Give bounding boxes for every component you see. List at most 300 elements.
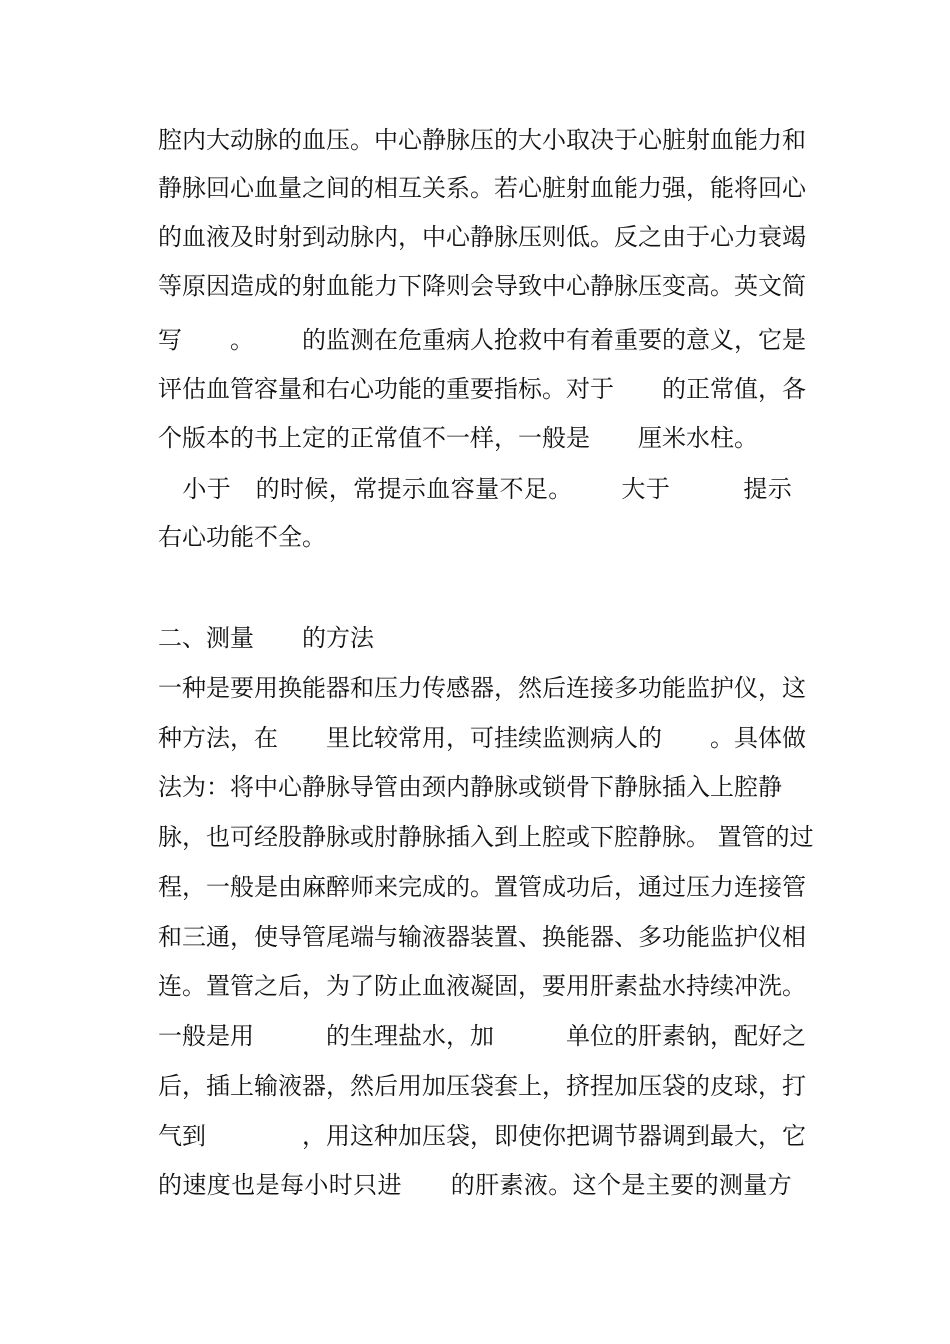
glyph: 决 [590, 126, 614, 154]
glyph: 后 [590, 873, 614, 901]
glyph: 脉 [350, 223, 374, 251]
glyph: 人 [470, 326, 494, 354]
glyph: 盐 [398, 1022, 422, 1050]
glyph: 要 [542, 972, 566, 1000]
glyph: 则 [542, 223, 566, 251]
glyph: 的 [662, 326, 686, 354]
paragraph-line [158, 922, 806, 952]
glyph: 中 [374, 126, 398, 154]
glyph: 。 [230, 326, 254, 354]
glyph: 液 [206, 223, 230, 251]
glyph [302, 1021, 326, 1051]
section-heading: 二、测量 的方法 [158, 624, 374, 652]
glyph: 静 [422, 126, 446, 154]
glyph: 能 [686, 923, 710, 951]
glyph: 这 [572, 1171, 597, 1199]
glyph: 捏 [590, 1072, 614, 1100]
glyph: ， [734, 326, 758, 354]
glyph: 重 [614, 326, 638, 354]
glyph [254, 325, 278, 355]
glyph: 强 [662, 174, 686, 202]
glyph: 做 [782, 724, 806, 752]
glyph: 后 [542, 674, 566, 702]
glyph: 时 [328, 1171, 353, 1199]
glyph: 静 [470, 223, 494, 251]
glyph: ， [470, 1122, 494, 1150]
glyph [719, 474, 743, 504]
glyph: 。 [782, 972, 806, 1000]
glyph: 凝 [470, 972, 494, 1000]
glyph: 器 [302, 1072, 326, 1100]
glyph: 输 [398, 923, 422, 951]
glyph: 好 [758, 1022, 782, 1050]
glyph: 测 [350, 326, 374, 354]
glyph: 和 [350, 674, 374, 702]
glyph: 度 [206, 1171, 231, 1199]
glyph: 它 [782, 1122, 806, 1150]
glyph: 肝 [590, 972, 614, 1000]
glyph: 力 [710, 873, 734, 901]
glyph: 即 [494, 1122, 518, 1150]
paragraph-line [158, 222, 806, 252]
glyph: 过 [789, 823, 814, 851]
glyph [426, 1170, 450, 1200]
glyph [542, 1021, 566, 1051]
glyph: 常 [710, 375, 734, 403]
glyph: 常 [353, 475, 378, 503]
glyph: 的 [446, 873, 470, 901]
glyph: 输 [254, 1072, 278, 1100]
glyph: 血 [590, 174, 614, 202]
paragraph-line [158, 1071, 806, 1101]
glyph: 危 [398, 326, 422, 354]
glyph: 节 [614, 1122, 638, 1150]
glyph: ， [302, 1122, 326, 1150]
glyph: 时 [254, 223, 278, 251]
glyph: 的 [158, 223, 182, 251]
glyph: 系 [446, 174, 470, 202]
glyph: 用 [566, 972, 590, 1000]
glyph: 力 [374, 272, 398, 300]
paragraph-line [158, 474, 792, 504]
glyph: 示 [401, 475, 426, 503]
glyph: 义 [710, 326, 734, 354]
glyph: 你 [542, 1122, 566, 1150]
glyph: 病 [446, 326, 470, 354]
glyph: 为 [326, 972, 350, 1000]
glyph: 三 [182, 923, 206, 951]
glyph: 换 [542, 923, 566, 951]
glyph: 。 [548, 475, 573, 503]
glyph: 能 [734, 126, 758, 154]
glyph: 正 [686, 375, 710, 403]
glyph: 造 [230, 272, 254, 300]
glyph [158, 474, 182, 504]
glyph: 静 [398, 823, 422, 851]
glyph: 肝 [638, 1022, 662, 1050]
glyph: 于 [645, 475, 670, 503]
glyph: 变 [662, 272, 686, 300]
glyph: 对 [566, 375, 590, 403]
glyph: 的 [614, 1022, 638, 1050]
glyph: 。 [350, 126, 374, 154]
glyph: 的 [350, 174, 374, 202]
glyph: 。 [710, 272, 734, 300]
glyph: 血 [426, 475, 451, 503]
glyph [278, 1121, 302, 1151]
glyph: 球 [734, 1072, 758, 1100]
glyph: 与 [374, 923, 398, 951]
glyph: 上 [518, 823, 542, 851]
glyph: 脉 [158, 823, 182, 851]
glyph: 生 [350, 1022, 374, 1050]
glyph: 救 [518, 326, 542, 354]
glyph: 之 [782, 1022, 806, 1050]
paragraph-line [158, 822, 814, 852]
glyph: 足 [523, 475, 548, 503]
glyph: 脉 [182, 174, 206, 202]
glyph: 洗 [758, 972, 782, 1000]
glyph: 通 [638, 873, 662, 901]
glyph: 用 [254, 674, 278, 702]
glyph: 能 [710, 174, 734, 202]
glyph: 器 [326, 674, 350, 702]
glyph: 由 [278, 873, 302, 901]
glyph: 是 [206, 674, 230, 702]
glyph: 于 [590, 375, 614, 403]
glyph: 股 [278, 823, 302, 851]
glyph: 互 [398, 174, 422, 202]
glyph: 抢 [494, 326, 518, 354]
glyph: 于 [614, 126, 638, 154]
glyph: 会 [470, 272, 494, 300]
glyph: 在 [254, 724, 278, 752]
glyph: 换 [278, 674, 302, 702]
glyph: 连 [734, 873, 758, 901]
glyph: 静 [302, 823, 326, 851]
glyph: 是 [254, 873, 278, 901]
glyph: 人 [614, 724, 638, 752]
glyph: 用 [230, 1022, 254, 1050]
glyph: 后 [374, 1072, 398, 1100]
glyph: 种 [374, 1122, 398, 1150]
glyph: ， [758, 375, 782, 403]
glyph: 管 [230, 972, 254, 1000]
glyph: 值 [734, 375, 758, 403]
glyph: 力 [398, 674, 422, 702]
glyph: 止 [398, 972, 422, 1000]
glyph: 管 [230, 375, 254, 403]
glyph: 。 [470, 174, 494, 202]
glyph: 压 [638, 272, 662, 300]
glyph [230, 1121, 254, 1151]
paragraph-line [158, 723, 806, 753]
glyph: ， [446, 1022, 470, 1050]
paragraph-line [158, 125, 806, 155]
paragraph-line [158, 1021, 806, 1051]
glyph [710, 822, 718, 852]
glyph: 续 [710, 972, 734, 1000]
glyph: 大 [206, 126, 230, 154]
glyph [670, 474, 694, 504]
glyph: 量 [743, 1171, 768, 1199]
glyph: 反 [614, 223, 638, 251]
glyph: 相 [374, 174, 398, 202]
glyph: 的 [686, 1072, 710, 1100]
glyph: 一 [206, 873, 230, 901]
glyph: 器 [590, 923, 614, 951]
glyph: 用 [398, 1072, 422, 1100]
glyph: 加 [398, 1122, 422, 1150]
glyph: 后 [158, 1072, 182, 1100]
glyph: ， [182, 873, 206, 901]
glyph: 液 [523, 1171, 548, 1199]
glyph: 把 [566, 1122, 590, 1150]
glyph: 能 [614, 174, 638, 202]
glyph: 在 [374, 326, 398, 354]
glyph: 然 [350, 1072, 374, 1100]
glyph: 高 [686, 272, 710, 300]
glyph: 心 [782, 174, 806, 202]
glyph: 。 [686, 823, 710, 851]
glyph: 脉 [326, 823, 350, 851]
glyph: 是 [255, 1171, 280, 1199]
glyph: 使 [254, 923, 278, 951]
glyph: 功 [662, 923, 686, 951]
glyph: 液 [422, 923, 446, 951]
paragraph-line [158, 271, 806, 301]
glyph: 有 [566, 326, 590, 354]
glyph: 射 [302, 272, 326, 300]
glyph: 这 [782, 674, 806, 702]
glyph: 压 [470, 126, 494, 154]
glyph: ， [326, 1072, 350, 1100]
glyph: 关 [422, 174, 446, 202]
glyph: 的 [255, 475, 280, 503]
glyph: 种 [182, 674, 206, 702]
glyph: 压 [374, 674, 398, 702]
glyph: 护 [734, 923, 758, 951]
glyph [231, 474, 255, 504]
glyph: 素 [662, 1022, 686, 1050]
glyph: 主 [645, 1171, 670, 1199]
glyph: 使 [518, 1122, 542, 1150]
glyph [494, 1021, 518, 1051]
glyph: 和 [302, 375, 326, 403]
glyph: 持 [686, 972, 710, 1000]
glyph [402, 1170, 426, 1200]
glyph: 心 [638, 126, 662, 154]
glyph: 冲 [734, 972, 758, 1000]
glyph: 心 [230, 174, 254, 202]
glyph: ， [182, 823, 206, 851]
glyph: 中 [542, 326, 566, 354]
glyph: 配 [734, 1022, 758, 1050]
glyph: 下 [398, 272, 422, 300]
glyph: 器 [638, 1122, 662, 1150]
glyph: ， [230, 724, 254, 752]
glyph: 致 [518, 272, 542, 300]
glyph: 测 [718, 1171, 743, 1199]
glyph: 插 [206, 1072, 230, 1100]
glyph: 文 [758, 272, 782, 300]
glyph: 传 [422, 674, 446, 702]
glyph: 套 [494, 1072, 518, 1100]
glyph: 功 [566, 873, 590, 901]
glyph [597, 474, 621, 504]
glyph: 等 [158, 272, 182, 300]
glyph: ， [710, 1022, 734, 1050]
glyph: 的 [494, 126, 518, 154]
glyph: 水 [422, 1022, 446, 1050]
glyph: 、 [614, 923, 638, 951]
glyph: 防 [374, 972, 398, 1000]
glyph: 用 [326, 1122, 350, 1150]
glyph: 回 [206, 174, 230, 202]
glyph: 续 [518, 724, 542, 752]
glyph: 肝 [475, 1171, 500, 1199]
glyph: 静 [638, 823, 662, 851]
glyph: 的 [422, 375, 446, 403]
glyph: 般 [230, 873, 254, 901]
glyph: 般 [182, 1022, 206, 1050]
glyph: 力 [734, 223, 758, 251]
glyph: 腔 [614, 823, 638, 851]
glyph: ， [182, 1072, 206, 1100]
glyph: 是 [621, 1171, 646, 1199]
glyph: 位 [590, 1022, 614, 1050]
glyph: 来 [374, 873, 398, 901]
glyph: 重 [446, 375, 470, 403]
glyph [614, 374, 638, 404]
paragraph-line [158, 325, 806, 355]
glyph: 能 [662, 674, 686, 702]
glyph: 中 [422, 223, 446, 251]
glyph [695, 474, 719, 504]
glyph: 动 [230, 126, 254, 154]
glyph: 射 [566, 174, 590, 202]
glyph: 将 [734, 174, 758, 202]
glyph: 通 [206, 923, 230, 951]
glyph: 的 [158, 1171, 182, 1199]
glyph: 固 [494, 972, 518, 1000]
glyph: 到 [182, 1122, 206, 1150]
glyph: 心 [710, 223, 734, 251]
glyph: 盐 [638, 972, 662, 1000]
glyph: 比 [350, 724, 374, 752]
glyph: ， [758, 1122, 782, 1150]
glyph: 只 [353, 1171, 378, 1199]
glyph: 脉 [446, 126, 470, 154]
glyph: 管 [518, 873, 542, 901]
glyph: 接 [758, 873, 782, 901]
glyph: 成 [254, 272, 278, 300]
glyph: 脏 [662, 126, 686, 154]
glyph: 候 [304, 475, 329, 503]
glyph: 则 [446, 272, 470, 300]
glyph: 估 [182, 375, 206, 403]
glyph: 英 [734, 272, 758, 300]
glyph: 它 [758, 326, 782, 354]
glyph: ， [398, 223, 422, 251]
glyph: 程 [158, 873, 182, 901]
glyph: 成 [422, 873, 446, 901]
glyph: 的 [302, 326, 326, 354]
glyph: 到 [494, 823, 518, 851]
paragraph-line: 法为：将中心静脉导管由颈内静脉或锁骨下静脉插入上腔静 [158, 773, 782, 801]
glyph: 心 [566, 272, 590, 300]
glyph: 之 [302, 174, 326, 202]
glyph: 提 [377, 475, 402, 503]
glyph: 腔 [158, 126, 182, 154]
glyph: 气 [158, 1122, 182, 1150]
glyph: ， [542, 1072, 566, 1100]
glyph: 评 [158, 375, 182, 403]
glyph: ， [686, 174, 710, 202]
glyph: 或 [350, 823, 374, 851]
paragraph-line [158, 173, 806, 203]
glyph: 能 [566, 923, 590, 951]
glyph: 。 [710, 724, 734, 752]
glyph: 要 [670, 1171, 695, 1199]
glyph: ， [446, 724, 470, 752]
glyph: 静 [590, 272, 614, 300]
glyph [686, 723, 710, 753]
glyph: 的 [765, 823, 790, 851]
glyph: 脉 [422, 823, 446, 851]
glyph: 病 [590, 724, 614, 752]
glyph: 时 [279, 475, 304, 503]
glyph: 袋 [662, 1072, 686, 1100]
glyph: 小 [182, 475, 207, 503]
glyph: 及 [230, 223, 254, 251]
glyph: 血 [206, 375, 230, 403]
glyph [206, 1121, 230, 1151]
glyph [302, 723, 326, 753]
glyph: 能 [350, 272, 374, 300]
glyph: 调 [662, 1122, 686, 1150]
glyph: 血 [422, 972, 446, 1000]
glyph: 然 [518, 674, 542, 702]
glyph: 液 [278, 1072, 302, 1100]
glyph [662, 723, 686, 753]
glyph: 相 [782, 923, 806, 951]
glyph: 压 [686, 873, 710, 901]
glyph: 的 [278, 126, 302, 154]
glyph: 功 [374, 375, 398, 403]
glyph: 要 [230, 674, 254, 702]
glyph: 若 [494, 174, 518, 202]
glyph [254, 1021, 278, 1051]
glyph: 钠 [686, 1022, 710, 1050]
glyph: 加 [470, 1022, 494, 1050]
glyph: 导 [278, 923, 302, 951]
glyph: 皮 [710, 1072, 734, 1100]
glyph: 和 [158, 923, 182, 951]
glyph: 由 [662, 223, 686, 251]
glyph: 端 [350, 923, 374, 951]
glyph: 血 [254, 174, 278, 202]
glyph: 容 [254, 375, 278, 403]
glyph: 袋 [470, 1072, 494, 1100]
paragraph-line: 个版本的书上定的正常值不一样，一般是 厘米水柱。 [158, 424, 758, 452]
glyph: 各 [782, 375, 806, 403]
glyph: 入 [470, 823, 494, 851]
glyph: 压 [446, 1072, 470, 1100]
glyph: 心 [446, 223, 470, 251]
glyph: 简 [782, 272, 806, 300]
glyph: 衰 [758, 223, 782, 251]
